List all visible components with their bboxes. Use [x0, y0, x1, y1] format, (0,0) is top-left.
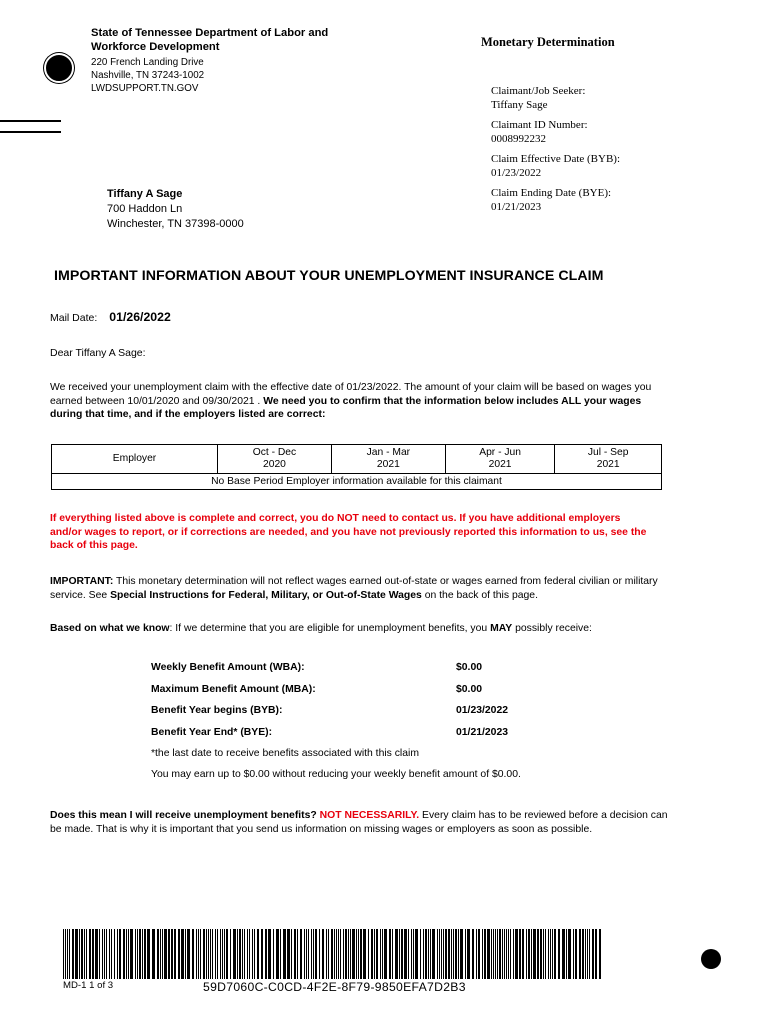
quarter-header: Jul - Sep 2021	[555, 445, 662, 474]
fold-mark	[0, 131, 61, 133]
claimant-label: Claimant/Job Seeker:	[491, 85, 586, 97]
wba-value: $0.00	[456, 662, 483, 673]
recipient-city: Winchester, TN 37398-0000	[107, 218, 244, 231]
table-row	[52, 474, 662, 490]
table-header-row	[52, 445, 662, 474]
claim-ending-label: Claim Ending Date (BYE):	[491, 186, 612, 199]
document-title: Monetary Determination	[481, 35, 615, 49]
recipient-address	[107, 187, 244, 233]
claim-ending-value: 01/21/2023	[491, 200, 542, 213]
red-notice: If everything listed above is complete and correct, you do NOT need to contact us. If you have additional employers and/or wages to report, or if corrections are needed, and you have not previously reported this information to us, see the back of this page.	[50, 513, 647, 552]
claimant-id-label: Claimant ID Number:	[491, 118, 588, 131]
form-id: MD-1 1 of 3	[63, 980, 114, 991]
agency-website: LWDSUPPORT.TN.GOV	[91, 83, 199, 94]
mail-date-label: Mail Date:	[50, 312, 98, 324]
claim-info	[491, 84, 691, 220]
quarter-header: Jan - Mar 2021	[331, 445, 445, 474]
byb-value: 01/23/2022	[456, 705, 509, 716]
agency-name: State of Tennessee Department of Labor and Workforce Development	[91, 27, 329, 53]
employer-header: Employer	[52, 445, 218, 474]
important-notice: IMPORTANT: This monetary determination will not reflect wages earned out-of-state or wages earned from federal civilian or military service. See Special Instructions for Federal, Military, or Out-of-State Wages on the back of this page.	[50, 576, 658, 601]
registration-mark-icon	[701, 949, 721, 969]
claimant-id-value: 0008992232	[491, 132, 546, 145]
based-on-paragraph: Based on what we know: If we determine that you are eligible for unemployment benefits, you MAY possibly receive:	[50, 623, 592, 634]
claimant-value: Tiffany Sage	[491, 99, 548, 112]
state-seal-icon	[46, 55, 72, 81]
document-code: 59D7060C-C0CD-4F2E-8F79-9850EFA7D2B3	[203, 980, 466, 994]
claim-effective-value: 01/23/2022	[491, 166, 542, 179]
quarter-header: Oct - Dec 2020	[218, 445, 332, 474]
bye-label: Benefit Year End* (BYE):	[151, 727, 273, 738]
mba-label: Maximum Benefit Amount (MBA):	[151, 684, 316, 695]
greeting: Dear Tiffany A Sage:	[50, 347, 146, 359]
recipient-street: 700 Haddon Ln	[107, 203, 183, 216]
wage-table	[51, 444, 662, 490]
no-employer-message: No Base Period Employer information available for this claimant	[52, 474, 662, 490]
bye-value: 01/21/2023	[456, 727, 509, 738]
claim-effective-label: Claim Effective Date (BYB):	[491, 152, 621, 165]
mail-date	[50, 310, 171, 324]
quarter-header: Apr - Jun 2021	[445, 445, 555, 474]
mail-date-value: 01/26/2022	[109, 310, 171, 324]
mba-value: $0.00	[456, 684, 483, 695]
byb-label: Benefit Year begins (BYB):	[151, 705, 283, 716]
main-heading: IMPORTANT INFORMATION ABOUT YOUR UNEMPLOYMENT INSURANCE CLAIM	[54, 268, 604, 284]
fold-mark	[0, 120, 61, 122]
agency-address: 220 French Landing Drive Nashville, TN 37243-1002 LWDSUPPORT.TN.GOV	[91, 57, 205, 94]
benefits-question: Does this mean I will receive unemployment benefits? NOT NECESSARILY. Every claim has to be reviewed before a decision can be made. That is why it is important that you send us information on missing wages or employers as soon as possible.	[50, 810, 668, 835]
recipient-name: Tiffany A Sage	[107, 188, 183, 200]
benefit-footnote: *the last date to receive benefits associated with this claim	[151, 748, 419, 759]
wba-label: Weekly Benefit Amount (WBA):	[151, 662, 305, 673]
barcode	[63, 929, 606, 979]
intro-paragraph: We received your unemployment claim with the effective date of 01/23/2022. The amount of your claim will be based on wages you earned between 10/01/2020 and 09/30/2021 . We need you to confirm that the information below includes ALL your wages during that time, and if the employers listed are correct:	[50, 382, 652, 420]
earn-note: You may earn up to $0.00 without reducing your weekly benefit amount of $0.00.	[151, 769, 521, 780]
